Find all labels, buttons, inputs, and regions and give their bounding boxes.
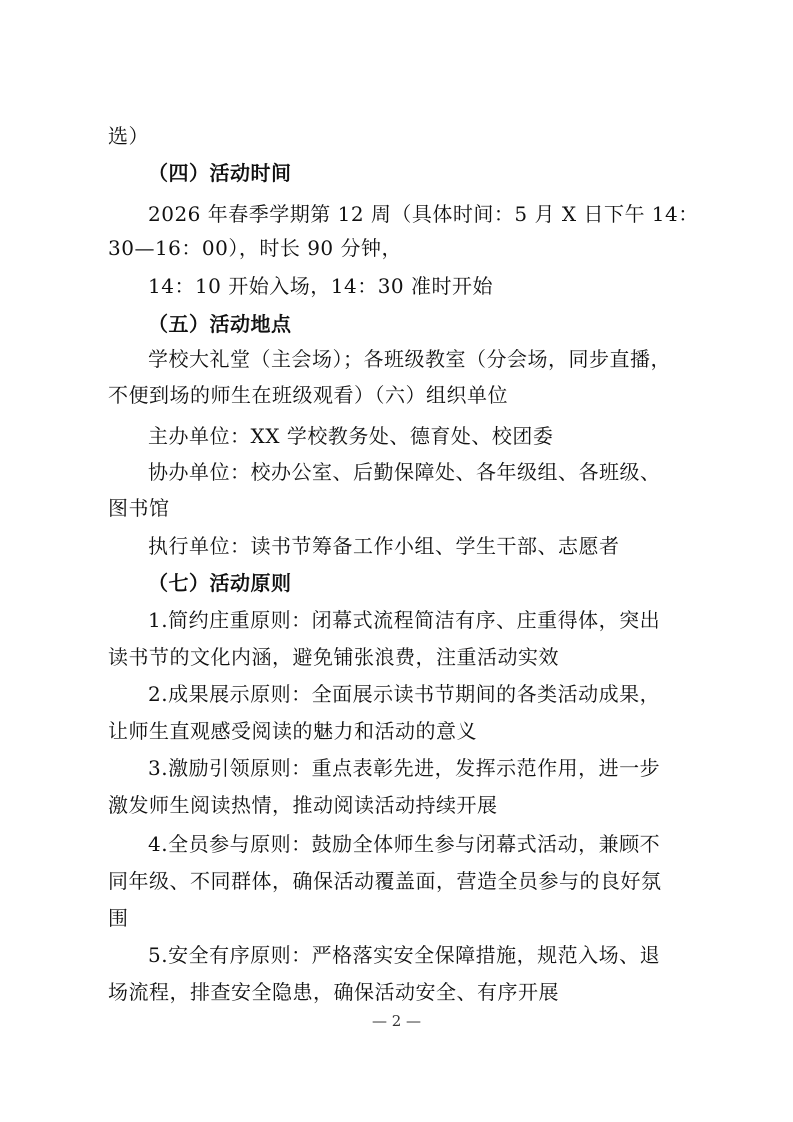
section-heading: （七）活动原则 bbox=[148, 571, 292, 595]
text-line: 2026 年春季学期第 12 周（具体时间：5 月 X 日下午 14： bbox=[148, 202, 699, 226]
text-line: 激发师生阅读热情，推动阅读活动持续开展 bbox=[108, 793, 498, 817]
text-line: 4.全员参与原则：鼓励全体师生参与闭幕式活动，兼顾不 bbox=[148, 832, 661, 856]
text-line: 2.成果展示原则：全面展示读书节期间的各类活动成果， bbox=[148, 682, 661, 706]
text-line: 不便到场的师生在班级观看）（六）组织单位 bbox=[108, 383, 508, 407]
text-line: 选） bbox=[108, 124, 149, 148]
text-line: 让师生直观感受阅读的魅力和活动的意义 bbox=[108, 719, 477, 743]
text-line: 场流程，排查安全隐患，确保活动安全、有序开展 bbox=[108, 980, 559, 1004]
text-line: 围 bbox=[108, 906, 129, 930]
text-line: 30—16：00），时长 90 分钟， bbox=[108, 236, 403, 260]
page-number: — 2 — bbox=[371, 1012, 422, 1030]
text-line: 读书节的文化内涵，避免铺张浪费，注重活动实效 bbox=[108, 645, 559, 669]
text-line: 同年级、不同群体，确保活动覆盖面，营造全员参与的良好氛 bbox=[108, 869, 662, 893]
text-line: 5.安全有序原则：严格落实安全保障措施，规范入场、退 bbox=[148, 943, 661, 967]
text-line: 主办单位：XX 学校教务处、德育处、校团委 bbox=[148, 424, 554, 448]
text-line: 执行单位：读书节筹备工作小组、学生干部、志愿者 bbox=[148, 534, 620, 558]
text-line: 学校大礼堂（主会场）；各班级教室（分会场，同步直播， bbox=[148, 347, 671, 371]
text-line: 14：10 开始入场，14：30 准时开始 bbox=[148, 274, 494, 298]
text-line: 协办单位：校办公室、后勤保障处、各年级组、各班级、 bbox=[148, 460, 661, 484]
text-line: 1.简约庄重原则：闭幕式流程简洁有序、庄重得体，突出 bbox=[148, 608, 661, 632]
text-line: 图书馆 bbox=[108, 496, 170, 520]
section-heading: （五）活动地点 bbox=[148, 312, 292, 336]
text-line: 3.激励引领原则：重点表彰先进，发挥示范作用，进一步 bbox=[148, 756, 661, 780]
section-heading: （四）活动时间 bbox=[148, 161, 292, 185]
